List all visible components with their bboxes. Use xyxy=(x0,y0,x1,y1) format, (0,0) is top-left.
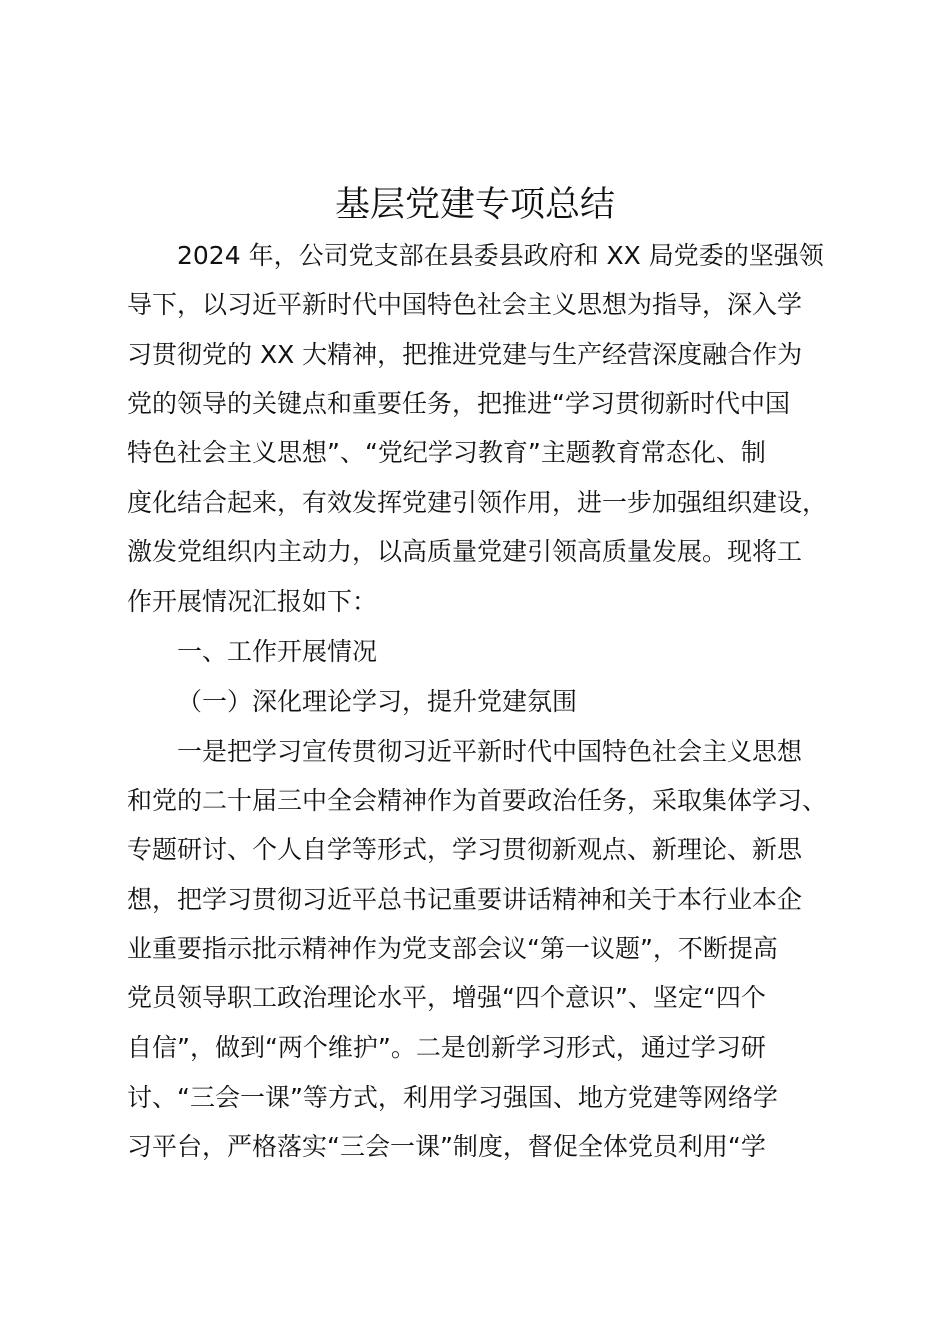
paragraph-line: 业重要指示批示精神作为党支部会议“第一议题”，不断提高 xyxy=(127,934,778,963)
paragraph-line: 自信”，做到“两个维护”。二是创新学习形式，通过学习研 xyxy=(127,1033,766,1062)
paragraph-line: 讨、“三会一课”等方式，利用学习强国、地方党建等网络学 xyxy=(127,1083,778,1112)
paragraph-line: 度化结合起来，有效发挥党建引领作用，进一步加强组织建设， xyxy=(127,488,828,517)
paragraph-line: 专题研讨、个人自学等形式，学习贯彻新观点、新理论、新思 xyxy=(127,835,803,864)
paragraph-line: 激发党组织内主动力，以高质量党建引领高质量发展。现将工 xyxy=(127,537,803,566)
subsection-heading: （一）深化理论学习，提升党建氛围 xyxy=(177,687,578,716)
paragraph-line: 一是把学习宣传贯彻习近平新时代中国特色社会主义思想 xyxy=(177,737,803,766)
paragraph-line: 2024 年，公司党支部在县委县政府和 XX 局党委的坚强领 xyxy=(177,241,824,270)
paragraph-line: 特色社会主义思想”、“党纪学习教育”主题教育常态化、制 xyxy=(127,438,766,467)
paragraph-line: 党的领导的关键点和重要任务，把推进“学习贯彻新时代中国 xyxy=(127,389,790,418)
paragraph-line: 党员领导职工政治理论水平，增强“四个意识”、坚定“四个 xyxy=(127,983,766,1012)
paragraph-line: 习贯彻党的 XX 大精神，把推进党建与生产经营深度融合作为 xyxy=(127,340,803,369)
section-heading: 一、工作开展情况 xyxy=(177,637,378,666)
paragraph-line: 作开展情况汇报如下： xyxy=(127,587,378,616)
paragraph-line: 和党的二十届三中全会精神作为首要政治任务，采取集体学习、 xyxy=(127,786,828,815)
document-title: 基层党建专项总结 xyxy=(334,185,615,225)
paragraph-line: 导下，以习近平新时代中国特色社会主义思想为指导，深入学 xyxy=(127,290,803,319)
paragraph-line: 想，把学习贯彻习近平总书记重要讲话精神和关于本行业本企 xyxy=(127,885,803,914)
paragraph-line: 习平台，严格落实“三会一课”制度，督促全体党员利用“学 xyxy=(127,1132,766,1161)
